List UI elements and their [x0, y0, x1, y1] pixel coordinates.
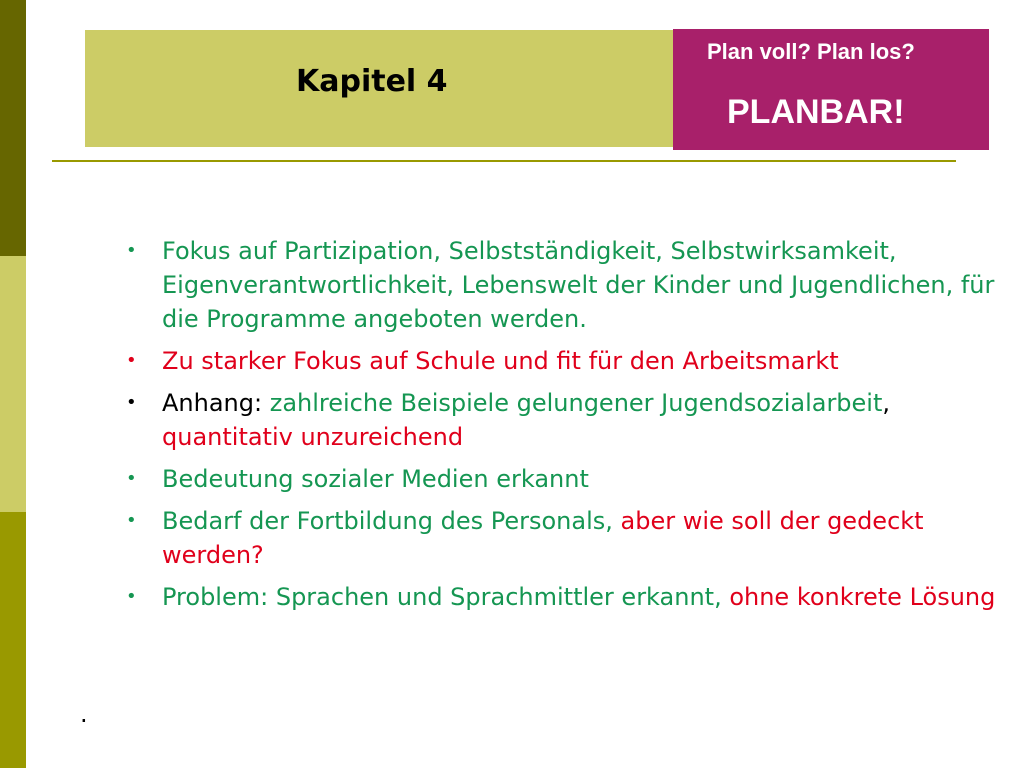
- bullet-text: Bedeutung sozialer Medien erkannt: [162, 465, 589, 493]
- bullet-text: Anhang:: [162, 389, 270, 417]
- logo-wordmark: PLANBAR!: [727, 93, 905, 131]
- accent-bar-bottom: [0, 512, 26, 768]
- bullet-text: aber wie soll der gedeckt werden?: [162, 507, 924, 569]
- bullet-item: [126, 504, 996, 572]
- bullet-text: zahlreiche Beispiele gelungener Jugendsozialarbeit: [269, 389, 883, 417]
- slide-body: [126, 234, 996, 622]
- bullet-marker: •: [126, 350, 137, 371]
- left-accent-bar: [0, 0, 26, 768]
- bullet-marker: •: [126, 392, 137, 413]
- bullet-item: [126, 344, 996, 378]
- bullet-text: ohne konkrete Lösung: [729, 583, 996, 611]
- bullet-text: Zu starker Fokus auf Schule und fit für den Arbeitsmarkt: [162, 347, 839, 375]
- title-divider: [52, 160, 956, 162]
- bullet-item: [126, 462, 996, 496]
- planbar-logo: [673, 29, 989, 150]
- slide-title: Kapitel 4: [296, 64, 448, 99]
- stray-dot: .: [80, 700, 88, 728]
- bullet-marker: •: [126, 510, 137, 531]
- bullet-item: [126, 234, 996, 336]
- bullet-text: Bedarf der Fortbildung des Personals,: [162, 507, 621, 535]
- bullet-text: ,: [882, 389, 891, 417]
- bullet-text: quantitativ unzureichend: [162, 423, 464, 451]
- bullet-list: [126, 234, 996, 614]
- bullet-marker: •: [126, 468, 137, 489]
- bullet-text: Problem: Sprachen und Sprachmittler erkannt,: [162, 583, 730, 611]
- bullet-item: [126, 386, 996, 454]
- accent-bar-middle: [0, 256, 26, 512]
- bullet-item: [126, 580, 996, 614]
- bullet-text: Fokus auf Partizipation, Selbstständigkeit, Selbstwirksamkeit, Eigenverantwortlichkeit, Lebenswelt der Kinder und Jugendlichen, für die Programme angeboten werden.: [162, 237, 995, 333]
- logo-tagline: Plan voll? Plan los?: [707, 39, 915, 64]
- accent-bar-top: [0, 0, 26, 256]
- bullet-marker: •: [126, 586, 137, 607]
- bullet-marker: •: [126, 240, 137, 261]
